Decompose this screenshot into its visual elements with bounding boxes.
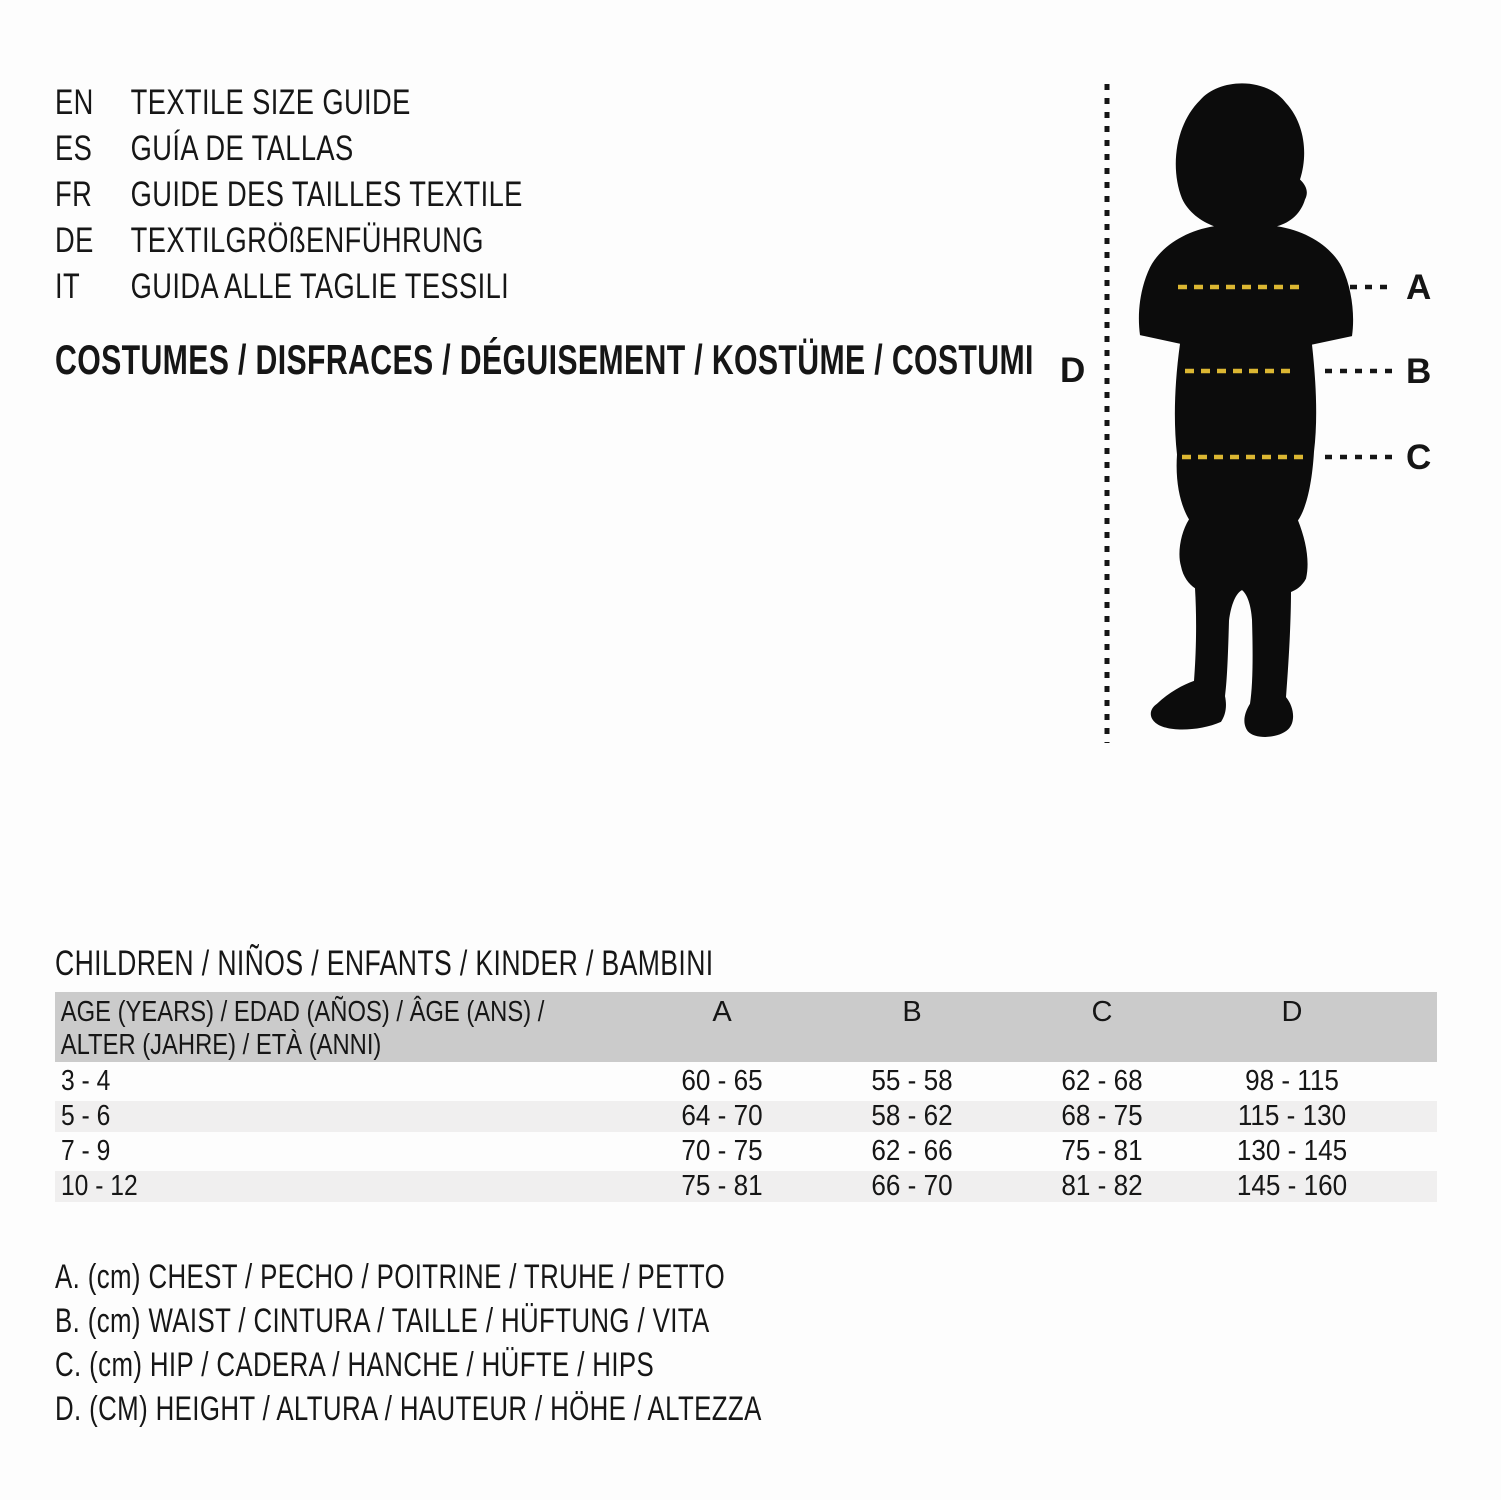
waist-cell: 55 - 58 (871, 1065, 953, 1097)
table-row (55, 1066, 1437, 1097)
column-header-c: C (1091, 996, 1113, 1028)
measure-label-d: D (1060, 351, 1086, 390)
child-silhouette (1139, 83, 1353, 737)
age-cell: 3 - 4 (60, 1065, 111, 1097)
hip-cell: 68 - 75 (1061, 1100, 1143, 1132)
language-label: GUIDA ALLE TAGLIE TESSILI (130, 267, 510, 306)
size-table (55, 992, 1437, 1202)
section-title-children: CHILDREN / NIÑOS / ENFANTS / KINDER / BAMBINI (55, 944, 714, 983)
language-code: DE (55, 221, 94, 260)
chest-cell: 70 - 75 (681, 1135, 763, 1167)
language-code: EN (55, 83, 94, 122)
hip-cell: 75 - 81 (1061, 1135, 1143, 1167)
legend-hip: C. (cm) HIP / CADERA / HANCHE / HÜFTE / HIPS (55, 1346, 655, 1384)
age-cell: 7 - 9 (60, 1135, 111, 1167)
legend-waist: B. (cm) WAIST / CINTURA / TAILLE / HÜFTUNG / VITA (55, 1302, 710, 1340)
language-label: TEXTILGRÖßENFÜHRUNG (130, 221, 484, 260)
age-cell: 5 - 6 (60, 1100, 111, 1132)
height-cell: 145 - 160 (1236, 1170, 1348, 1202)
chest-cell: 64 - 70 (681, 1100, 763, 1132)
measure-label-a: A (1406, 268, 1432, 307)
legend-height: D. (CM) HEIGHT / ALTURA / HAUTEUR / HÖHE / ALTEZZA (55, 1390, 762, 1428)
language-row-en (55, 83, 523, 129)
height-cell: 130 - 145 (1236, 1135, 1348, 1167)
category-title: COSTUMES / DISFRACES / DÉGUISEMENT / KOSTÜME / COSTUMI (55, 336, 1034, 383)
legend-chest: A. (cm) CHEST / PECHO / POITRINE / TRUHE / PETTO (55, 1258, 726, 1296)
hip-cell: 62 - 68 (1061, 1065, 1143, 1097)
age-header-line1: AGE (YEARS) / EDAD (AÑOS) / ÂGE (ANS) / (60, 996, 545, 1028)
measure-label-c: C (1406, 438, 1432, 477)
age-header-line2: ALTER (JAHRE) / ETÀ (ANNI) (60, 1029, 382, 1061)
table-row (55, 1101, 1437, 1132)
table-row (55, 1136, 1437, 1167)
height-cell: 98 - 115 (1245, 1065, 1339, 1097)
language-label: GUÍA DE TALLAS (130, 129, 354, 168)
waist-cell: 58 - 62 (871, 1100, 953, 1132)
language-row-de (55, 221, 523, 267)
column-header-d: D (1281, 996, 1303, 1028)
measurement-legend (55, 1258, 985, 1434)
column-header-b: B (902, 996, 922, 1028)
language-code: ES (55, 129, 93, 168)
measurement-diagram (1040, 75, 1470, 765)
language-row-it (55, 267, 523, 313)
age-column-header (55, 996, 545, 1062)
age-cell: 10 - 12 (60, 1170, 138, 1202)
size-table-header (55, 992, 1437, 1062)
waist-cell: 66 - 70 (871, 1170, 953, 1202)
table-row (55, 1171, 1437, 1202)
hip-cell: 81 - 82 (1061, 1170, 1143, 1202)
height-cell: 115 - 130 (1237, 1100, 1347, 1132)
chest-cell: 60 - 65 (681, 1065, 763, 1097)
language-code: IT (55, 267, 81, 306)
language-row-fr (55, 175, 523, 221)
language-label: TEXTILE SIZE GUIDE (130, 83, 411, 122)
chest-cell: 75 - 81 (681, 1170, 763, 1202)
language-row-es (55, 129, 523, 175)
measure-label-b: B (1406, 352, 1432, 391)
language-code: FR (55, 175, 93, 214)
language-list (55, 83, 655, 313)
waist-cell: 62 - 66 (871, 1135, 953, 1167)
language-label: GUIDE DES TAILLES TEXTILE (130, 175, 523, 214)
column-header-a: A (712, 996, 732, 1028)
